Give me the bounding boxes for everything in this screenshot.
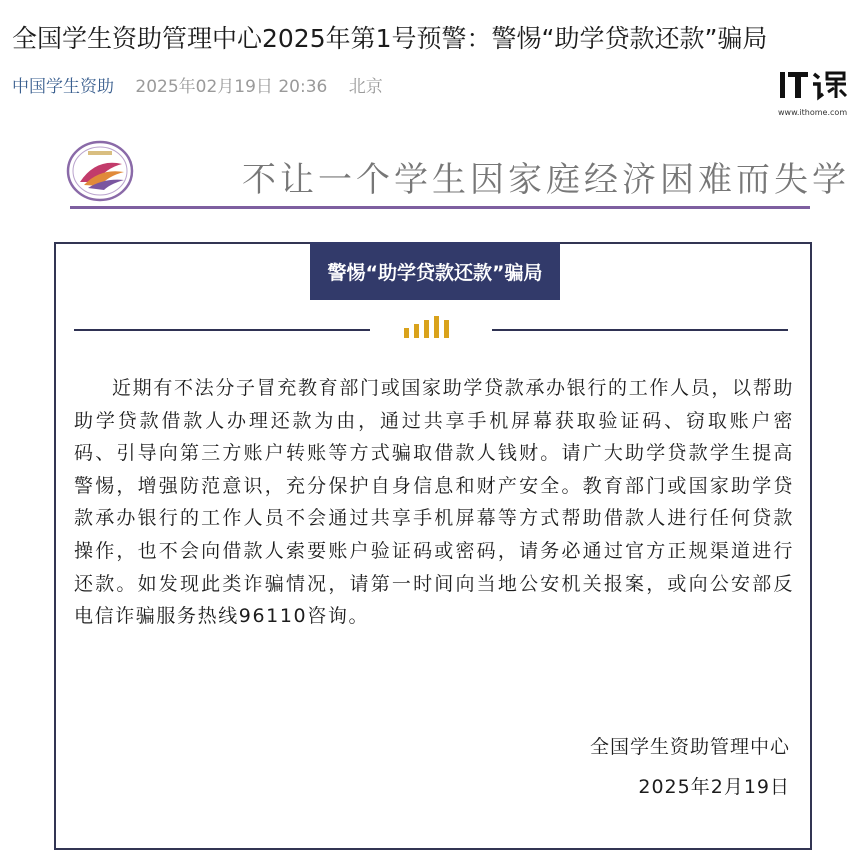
student-aid-emblem-icon xyxy=(66,138,136,208)
banner-rule xyxy=(70,206,810,209)
notice-tag: 警惕“助学贷款还款”骗局 xyxy=(310,242,560,300)
article-location: 北京 xyxy=(348,77,383,97)
article-meta xyxy=(12,72,383,97)
ithome-logo[interactable] xyxy=(778,70,850,117)
divider-right xyxy=(492,329,788,331)
signal-bars-icon xyxy=(404,314,460,338)
banner-slogan: 不让一个学生因家庭经济困难而失学 xyxy=(242,160,850,200)
article-source-link[interactable]: 中国学生资助 xyxy=(12,77,114,97)
article-title: 全国学生资助管理中心2025年第1号预警：警惕“助学贷款还款”骗局 xyxy=(12,24,768,53)
notice-signer: 全国学生资助管理中心 xyxy=(589,736,790,758)
ithome-logo-mark xyxy=(778,70,850,102)
notice-box xyxy=(54,242,812,850)
ithome-url: www.ithome.com xyxy=(778,108,848,117)
notice-body: 近期有不法分子冒充教育部门或国家助学贷款承办银行的工作人员，以帮助助学贷款借款人办理还款为由，通过共享手机屏幕获取验证码、窃取账户密码、引导向第三方账户转账等方式骗取借款人钱财。请广大助学贷款学生提高警惕，增强防范意识，充分保护自身信息和财产安全。教育部门或国家助学贷款承办银行的工作人员不会通过共享手机屏幕等方式帮助借款人进行任何贷款操作，也不会向借款人索要账户验证码或密码，请务必通过官方正规渠道进行还款。如发现此类诈骗情况，请第一时间向当地公安机关报案，或向公安部反电信诈骗服务热线96110咨询。 xyxy=(74,377,794,628)
notice-sign-date: 2025年2月19日 xyxy=(638,776,790,798)
article-date: 2025年02月19日 20:36 xyxy=(135,77,328,97)
divider-left xyxy=(74,329,370,331)
banner xyxy=(66,138,850,212)
